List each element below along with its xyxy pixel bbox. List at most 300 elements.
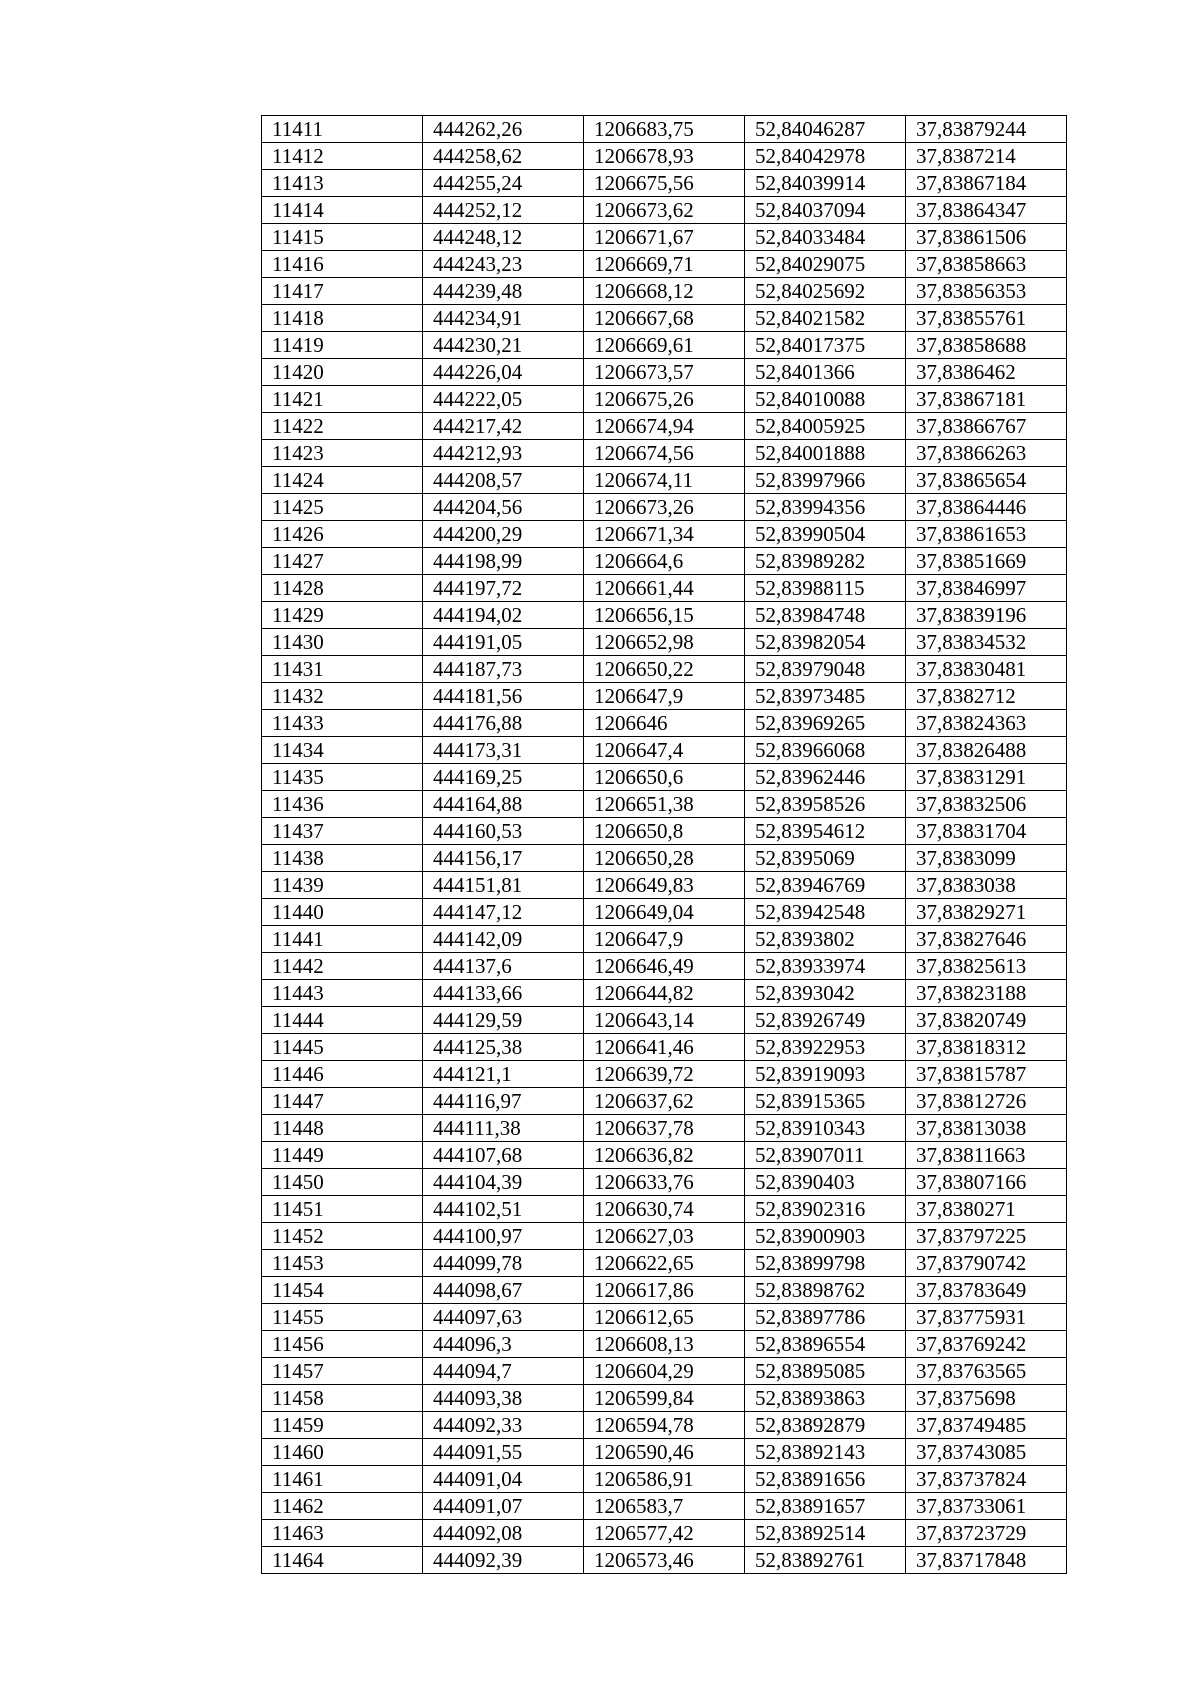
x-coordinate-cell: 444093,38 bbox=[423, 1385, 584, 1412]
point-number-cell: 11436 bbox=[262, 791, 423, 818]
x-coordinate-cell: 444255,24 bbox=[423, 170, 584, 197]
longitude-cell: 37,83831291 bbox=[906, 764, 1067, 791]
table-row bbox=[262, 548, 1067, 575]
point-number-cell: 11447 bbox=[262, 1088, 423, 1115]
table-row bbox=[262, 251, 1067, 278]
x-coordinate-cell: 444091,55 bbox=[423, 1439, 584, 1466]
x-coordinate-cell: 444102,51 bbox=[423, 1196, 584, 1223]
y-coordinate-cell: 1206669,71 bbox=[584, 251, 745, 278]
latitude-cell: 52,83902316 bbox=[745, 1196, 906, 1223]
latitude-cell: 52,83899798 bbox=[745, 1250, 906, 1277]
y-coordinate-cell: 1206652,98 bbox=[584, 629, 745, 656]
x-coordinate-cell: 444248,12 bbox=[423, 224, 584, 251]
latitude-cell: 52,83988115 bbox=[745, 575, 906, 602]
point-number-cell: 11441 bbox=[262, 926, 423, 953]
table-row bbox=[262, 791, 1067, 818]
x-coordinate-cell: 444104,39 bbox=[423, 1169, 584, 1196]
y-coordinate-cell: 1206683,75 bbox=[584, 116, 745, 143]
x-coordinate-cell: 444212,93 bbox=[423, 440, 584, 467]
x-coordinate-cell: 444133,66 bbox=[423, 980, 584, 1007]
point-number-cell: 11423 bbox=[262, 440, 423, 467]
table-row bbox=[262, 926, 1067, 953]
x-coordinate-cell: 444125,38 bbox=[423, 1034, 584, 1061]
point-number-cell: 11412 bbox=[262, 143, 423, 170]
y-coordinate-cell: 1206650,6 bbox=[584, 764, 745, 791]
x-coordinate-cell: 444160,53 bbox=[423, 818, 584, 845]
point-number-cell: 11434 bbox=[262, 737, 423, 764]
latitude-cell: 52,84010088 bbox=[745, 386, 906, 413]
point-number-cell: 11419 bbox=[262, 332, 423, 359]
latitude-cell: 52,83892514 bbox=[745, 1520, 906, 1547]
y-coordinate-cell: 1206675,56 bbox=[584, 170, 745, 197]
latitude-cell: 52,83895085 bbox=[745, 1358, 906, 1385]
y-coordinate-cell: 1206647,9 bbox=[584, 683, 745, 710]
point-number-cell: 11437 bbox=[262, 818, 423, 845]
longitude-cell: 37,83839196 bbox=[906, 602, 1067, 629]
latitude-cell: 52,83896554 bbox=[745, 1331, 906, 1358]
latitude-cell: 52,83979048 bbox=[745, 656, 906, 683]
x-coordinate-cell: 444137,6 bbox=[423, 953, 584, 980]
longitude-cell: 37,83749485 bbox=[906, 1412, 1067, 1439]
y-coordinate-cell: 1206637,62 bbox=[584, 1088, 745, 1115]
y-coordinate-cell: 1206649,04 bbox=[584, 899, 745, 926]
y-coordinate-cell: 1206622,65 bbox=[584, 1250, 745, 1277]
table-row bbox=[262, 197, 1067, 224]
y-coordinate-cell: 1206627,03 bbox=[584, 1223, 745, 1250]
longitude-cell: 37,83743085 bbox=[906, 1439, 1067, 1466]
table-row bbox=[262, 116, 1067, 143]
x-coordinate-cell: 444208,57 bbox=[423, 467, 584, 494]
y-coordinate-cell: 1206646 bbox=[584, 710, 745, 737]
table-row bbox=[262, 1223, 1067, 1250]
table-row bbox=[262, 737, 1067, 764]
y-coordinate-cell: 1206608,13 bbox=[584, 1331, 745, 1358]
x-coordinate-cell: 444151,81 bbox=[423, 872, 584, 899]
y-coordinate-cell: 1206647,4 bbox=[584, 737, 745, 764]
latitude-cell: 52,83962446 bbox=[745, 764, 906, 791]
table-row bbox=[262, 332, 1067, 359]
table-row bbox=[262, 1304, 1067, 1331]
table-row bbox=[262, 899, 1067, 926]
point-number-cell: 11424 bbox=[262, 467, 423, 494]
y-coordinate-cell: 1206650,22 bbox=[584, 656, 745, 683]
latitude-cell: 52,84021582 bbox=[745, 305, 906, 332]
longitude-cell: 37,83866263 bbox=[906, 440, 1067, 467]
latitude-cell: 52,83910343 bbox=[745, 1115, 906, 1142]
y-coordinate-cell: 1206649,83 bbox=[584, 872, 745, 899]
point-number-cell: 11430 bbox=[262, 629, 423, 656]
latitude-cell: 52,84033484 bbox=[745, 224, 906, 251]
point-number-cell: 11448 bbox=[262, 1115, 423, 1142]
longitude-cell: 37,83856353 bbox=[906, 278, 1067, 305]
latitude-cell: 52,84017375 bbox=[745, 332, 906, 359]
point-number-cell: 11444 bbox=[262, 1007, 423, 1034]
x-coordinate-cell: 444230,21 bbox=[423, 332, 584, 359]
longitude-cell: 37,8387214 bbox=[906, 143, 1067, 170]
point-number-cell: 11422 bbox=[262, 413, 423, 440]
x-coordinate-cell: 444097,63 bbox=[423, 1304, 584, 1331]
y-coordinate-cell: 1206667,68 bbox=[584, 305, 745, 332]
longitude-cell: 37,83763565 bbox=[906, 1358, 1067, 1385]
longitude-cell: 37,83851669 bbox=[906, 548, 1067, 575]
y-coordinate-cell: 1206594,78 bbox=[584, 1412, 745, 1439]
table-row bbox=[262, 845, 1067, 872]
point-number-cell: 11443 bbox=[262, 980, 423, 1007]
table-row bbox=[262, 1493, 1067, 1520]
latitude-cell: 52,83997966 bbox=[745, 467, 906, 494]
point-number-cell: 11463 bbox=[262, 1520, 423, 1547]
longitude-cell: 37,83807166 bbox=[906, 1169, 1067, 1196]
y-coordinate-cell: 1206650,8 bbox=[584, 818, 745, 845]
table-row bbox=[262, 629, 1067, 656]
longitude-cell: 37,83861506 bbox=[906, 224, 1067, 251]
table-row bbox=[262, 386, 1067, 413]
latitude-cell: 52,83984748 bbox=[745, 602, 906, 629]
latitude-cell: 52,84046287 bbox=[745, 116, 906, 143]
x-coordinate-cell: 444169,25 bbox=[423, 764, 584, 791]
y-coordinate-cell: 1206673,62 bbox=[584, 197, 745, 224]
y-coordinate-cell: 1206633,76 bbox=[584, 1169, 745, 1196]
x-coordinate-cell: 444092,39 bbox=[423, 1547, 584, 1574]
x-coordinate-cell: 444091,07 bbox=[423, 1493, 584, 1520]
y-coordinate-cell: 1206599,84 bbox=[584, 1385, 745, 1412]
latitude-cell: 52,8390403 bbox=[745, 1169, 906, 1196]
longitude-cell: 37,83823188 bbox=[906, 980, 1067, 1007]
table-row bbox=[262, 440, 1067, 467]
latitude-cell: 52,83994356 bbox=[745, 494, 906, 521]
point-number-cell: 11432 bbox=[262, 683, 423, 710]
x-coordinate-cell: 444121,1 bbox=[423, 1061, 584, 1088]
longitude-cell: 37,83811663 bbox=[906, 1142, 1067, 1169]
latitude-cell: 52,83946769 bbox=[745, 872, 906, 899]
point-number-cell: 11460 bbox=[262, 1439, 423, 1466]
coordinates-table-body bbox=[262, 116, 1067, 1574]
table-row bbox=[262, 1439, 1067, 1466]
point-number-cell: 11429 bbox=[262, 602, 423, 629]
y-coordinate-cell: 1206674,56 bbox=[584, 440, 745, 467]
table-row bbox=[262, 278, 1067, 305]
latitude-cell: 52,8395069 bbox=[745, 845, 906, 872]
longitude-cell: 37,83812726 bbox=[906, 1088, 1067, 1115]
point-number-cell: 11440 bbox=[262, 899, 423, 926]
latitude-cell: 52,83897786 bbox=[745, 1304, 906, 1331]
longitude-cell: 37,83846997 bbox=[906, 575, 1067, 602]
x-coordinate-cell: 444100,97 bbox=[423, 1223, 584, 1250]
point-number-cell: 11433 bbox=[262, 710, 423, 737]
x-coordinate-cell: 444222,05 bbox=[423, 386, 584, 413]
x-coordinate-cell: 444091,04 bbox=[423, 1466, 584, 1493]
x-coordinate-cell: 444098,67 bbox=[423, 1277, 584, 1304]
x-coordinate-cell: 444187,73 bbox=[423, 656, 584, 683]
longitude-cell: 37,83813038 bbox=[906, 1115, 1067, 1142]
latitude-cell: 52,83942548 bbox=[745, 899, 906, 926]
y-coordinate-cell: 1206573,46 bbox=[584, 1547, 745, 1574]
latitude-cell: 52,84042978 bbox=[745, 143, 906, 170]
point-number-cell: 11461 bbox=[262, 1466, 423, 1493]
longitude-cell: 37,83723729 bbox=[906, 1520, 1067, 1547]
point-number-cell: 11453 bbox=[262, 1250, 423, 1277]
longitude-cell: 37,83797225 bbox=[906, 1223, 1067, 1250]
x-coordinate-cell: 444217,42 bbox=[423, 413, 584, 440]
table-row bbox=[262, 1088, 1067, 1115]
y-coordinate-cell: 1206673,57 bbox=[584, 359, 745, 386]
x-coordinate-cell: 444194,02 bbox=[423, 602, 584, 629]
point-number-cell: 11426 bbox=[262, 521, 423, 548]
x-coordinate-cell: 444094,7 bbox=[423, 1358, 584, 1385]
latitude-cell: 52,83900903 bbox=[745, 1223, 906, 1250]
table-row bbox=[262, 1520, 1067, 1547]
latitude-cell: 52,83969265 bbox=[745, 710, 906, 737]
point-number-cell: 11459 bbox=[262, 1412, 423, 1439]
point-number-cell: 11418 bbox=[262, 305, 423, 332]
x-coordinate-cell: 444111,38 bbox=[423, 1115, 584, 1142]
latitude-cell: 52,83958526 bbox=[745, 791, 906, 818]
point-number-cell: 11442 bbox=[262, 953, 423, 980]
latitude-cell: 52,83982054 bbox=[745, 629, 906, 656]
longitude-cell: 37,83864446 bbox=[906, 494, 1067, 521]
point-number-cell: 11421 bbox=[262, 386, 423, 413]
longitude-cell: 37,83825613 bbox=[906, 953, 1067, 980]
x-coordinate-cell: 444226,04 bbox=[423, 359, 584, 386]
table-row bbox=[262, 1250, 1067, 1277]
longitude-cell: 37,83824363 bbox=[906, 710, 1067, 737]
y-coordinate-cell: 1206590,46 bbox=[584, 1439, 745, 1466]
point-number-cell: 11464 bbox=[262, 1547, 423, 1574]
y-coordinate-cell: 1206678,93 bbox=[584, 143, 745, 170]
y-coordinate-cell: 1206674,11 bbox=[584, 467, 745, 494]
x-coordinate-cell: 444204,56 bbox=[423, 494, 584, 521]
longitude-cell: 37,83861653 bbox=[906, 521, 1067, 548]
y-coordinate-cell: 1206650,28 bbox=[584, 845, 745, 872]
table-row bbox=[262, 224, 1067, 251]
longitude-cell: 37,83790742 bbox=[906, 1250, 1067, 1277]
latitude-cell: 52,84039914 bbox=[745, 170, 906, 197]
latitude-cell: 52,83966068 bbox=[745, 737, 906, 764]
table-row bbox=[262, 980, 1067, 1007]
longitude-cell: 37,83769242 bbox=[906, 1331, 1067, 1358]
y-coordinate-cell: 1206671,34 bbox=[584, 521, 745, 548]
x-coordinate-cell: 444262,26 bbox=[423, 116, 584, 143]
x-coordinate-cell: 444234,91 bbox=[423, 305, 584, 332]
y-coordinate-cell: 1206675,26 bbox=[584, 386, 745, 413]
longitude-cell: 37,8380271 bbox=[906, 1196, 1067, 1223]
latitude-cell: 52,83898762 bbox=[745, 1277, 906, 1304]
longitude-cell: 37,83866767 bbox=[906, 413, 1067, 440]
latitude-cell: 52,83891657 bbox=[745, 1493, 906, 1520]
latitude-cell: 52,83926749 bbox=[745, 1007, 906, 1034]
point-number-cell: 11425 bbox=[262, 494, 423, 521]
longitude-cell: 37,83815787 bbox=[906, 1061, 1067, 1088]
x-coordinate-cell: 444181,56 bbox=[423, 683, 584, 710]
x-coordinate-cell: 444092,08 bbox=[423, 1520, 584, 1547]
table-row bbox=[262, 818, 1067, 845]
longitude-cell: 37,83820749 bbox=[906, 1007, 1067, 1034]
y-coordinate-cell: 1206674,94 bbox=[584, 413, 745, 440]
y-coordinate-cell: 1206671,67 bbox=[584, 224, 745, 251]
table-row bbox=[262, 575, 1067, 602]
y-coordinate-cell: 1206639,72 bbox=[584, 1061, 745, 1088]
y-coordinate-cell: 1206586,91 bbox=[584, 1466, 745, 1493]
table-row bbox=[262, 143, 1067, 170]
x-coordinate-cell: 444198,99 bbox=[423, 548, 584, 575]
longitude-cell: 37,83832506 bbox=[906, 791, 1067, 818]
longitude-cell: 37,8383099 bbox=[906, 845, 1067, 872]
table-row bbox=[262, 1196, 1067, 1223]
longitude-cell: 37,83783649 bbox=[906, 1277, 1067, 1304]
x-coordinate-cell: 444142,09 bbox=[423, 926, 584, 953]
latitude-cell: 52,8401366 bbox=[745, 359, 906, 386]
table-row bbox=[262, 953, 1067, 980]
table-row bbox=[262, 656, 1067, 683]
latitude-cell: 52,83989282 bbox=[745, 548, 906, 575]
table-row bbox=[262, 1277, 1067, 1304]
x-coordinate-cell: 444092,33 bbox=[423, 1412, 584, 1439]
x-coordinate-cell: 444258,62 bbox=[423, 143, 584, 170]
longitude-cell: 37,83737824 bbox=[906, 1466, 1067, 1493]
point-number-cell: 11439 bbox=[262, 872, 423, 899]
table-row bbox=[262, 872, 1067, 899]
table-row bbox=[262, 1466, 1067, 1493]
x-coordinate-cell: 444107,68 bbox=[423, 1142, 584, 1169]
y-coordinate-cell: 1206617,86 bbox=[584, 1277, 745, 1304]
table-row bbox=[262, 1034, 1067, 1061]
longitude-cell: 37,83829271 bbox=[906, 899, 1067, 926]
longitude-cell: 37,8383038 bbox=[906, 872, 1067, 899]
y-coordinate-cell: 1206661,44 bbox=[584, 575, 745, 602]
point-number-cell: 11458 bbox=[262, 1385, 423, 1412]
point-number-cell: 11456 bbox=[262, 1331, 423, 1358]
x-coordinate-cell: 444176,88 bbox=[423, 710, 584, 737]
longitude-cell: 37,8382712 bbox=[906, 683, 1067, 710]
y-coordinate-cell: 1206583,7 bbox=[584, 1493, 745, 1520]
x-coordinate-cell: 444116,97 bbox=[423, 1088, 584, 1115]
point-number-cell: 11415 bbox=[262, 224, 423, 251]
x-coordinate-cell: 444156,17 bbox=[423, 845, 584, 872]
table-row bbox=[262, 1169, 1067, 1196]
latitude-cell: 52,84025692 bbox=[745, 278, 906, 305]
table-row bbox=[262, 1007, 1067, 1034]
point-number-cell: 11457 bbox=[262, 1358, 423, 1385]
y-coordinate-cell: 1206651,38 bbox=[584, 791, 745, 818]
point-number-cell: 11449 bbox=[262, 1142, 423, 1169]
y-coordinate-cell: 1206669,61 bbox=[584, 332, 745, 359]
y-coordinate-cell: 1206630,74 bbox=[584, 1196, 745, 1223]
x-coordinate-cell: 444200,29 bbox=[423, 521, 584, 548]
point-number-cell: 11455 bbox=[262, 1304, 423, 1331]
y-coordinate-cell: 1206577,42 bbox=[584, 1520, 745, 1547]
x-coordinate-cell: 444129,59 bbox=[423, 1007, 584, 1034]
table-row bbox=[262, 710, 1067, 737]
point-number-cell: 11445 bbox=[262, 1034, 423, 1061]
latitude-cell: 52,83973485 bbox=[745, 683, 906, 710]
y-coordinate-cell: 1206673,26 bbox=[584, 494, 745, 521]
table-row bbox=[262, 467, 1067, 494]
table-row bbox=[262, 1412, 1067, 1439]
longitude-cell: 37,83834532 bbox=[906, 629, 1067, 656]
point-number-cell: 11413 bbox=[262, 170, 423, 197]
y-coordinate-cell: 1206644,82 bbox=[584, 980, 745, 1007]
point-number-cell: 11462 bbox=[262, 1493, 423, 1520]
latitude-cell: 52,84001888 bbox=[745, 440, 906, 467]
table-row bbox=[262, 764, 1067, 791]
table-row bbox=[262, 1358, 1067, 1385]
y-coordinate-cell: 1206643,14 bbox=[584, 1007, 745, 1034]
y-coordinate-cell: 1206668,12 bbox=[584, 278, 745, 305]
latitude-cell: 52,83907011 bbox=[745, 1142, 906, 1169]
point-number-cell: 11427 bbox=[262, 548, 423, 575]
longitude-cell: 37,83831704 bbox=[906, 818, 1067, 845]
latitude-cell: 52,83892761 bbox=[745, 1547, 906, 1574]
latitude-cell: 52,83915365 bbox=[745, 1088, 906, 1115]
point-number-cell: 11435 bbox=[262, 764, 423, 791]
table-row bbox=[262, 305, 1067, 332]
x-coordinate-cell: 444164,88 bbox=[423, 791, 584, 818]
table-row bbox=[262, 1115, 1067, 1142]
y-coordinate-cell: 1206637,78 bbox=[584, 1115, 745, 1142]
point-number-cell: 11431 bbox=[262, 656, 423, 683]
point-number-cell: 11451 bbox=[262, 1196, 423, 1223]
y-coordinate-cell: 1206656,15 bbox=[584, 602, 745, 629]
point-number-cell: 11454 bbox=[262, 1277, 423, 1304]
table-row bbox=[262, 494, 1067, 521]
latitude-cell: 52,83933974 bbox=[745, 953, 906, 980]
point-number-cell: 11438 bbox=[262, 845, 423, 872]
longitude-cell: 37,83879244 bbox=[906, 116, 1067, 143]
table-row bbox=[262, 170, 1067, 197]
point-number-cell: 11417 bbox=[262, 278, 423, 305]
x-coordinate-cell: 444191,05 bbox=[423, 629, 584, 656]
longitude-cell: 37,83867184 bbox=[906, 170, 1067, 197]
latitude-cell: 52,83891656 bbox=[745, 1466, 906, 1493]
table-row bbox=[262, 683, 1067, 710]
coordinates-table bbox=[261, 115, 1067, 1574]
y-coordinate-cell: 1206612,65 bbox=[584, 1304, 745, 1331]
point-number-cell: 11428 bbox=[262, 575, 423, 602]
x-coordinate-cell: 444243,23 bbox=[423, 251, 584, 278]
latitude-cell: 52,84037094 bbox=[745, 197, 906, 224]
longitude-cell: 37,83855761 bbox=[906, 305, 1067, 332]
longitude-cell: 37,8386462 bbox=[906, 359, 1067, 386]
longitude-cell: 37,83858663 bbox=[906, 251, 1067, 278]
y-coordinate-cell: 1206641,46 bbox=[584, 1034, 745, 1061]
y-coordinate-cell: 1206636,82 bbox=[584, 1142, 745, 1169]
latitude-cell: 52,8393042 bbox=[745, 980, 906, 1007]
longitude-cell: 37,83864347 bbox=[906, 197, 1067, 224]
latitude-cell: 52,83919093 bbox=[745, 1061, 906, 1088]
point-number-cell: 11452 bbox=[262, 1223, 423, 1250]
point-number-cell: 11411 bbox=[262, 116, 423, 143]
table-row bbox=[262, 1547, 1067, 1574]
x-coordinate-cell: 444239,48 bbox=[423, 278, 584, 305]
point-number-cell: 11416 bbox=[262, 251, 423, 278]
latitude-cell: 52,83990504 bbox=[745, 521, 906, 548]
longitude-cell: 37,83867181 bbox=[906, 386, 1067, 413]
table-row bbox=[262, 1385, 1067, 1412]
latitude-cell: 52,8393802 bbox=[745, 926, 906, 953]
y-coordinate-cell: 1206664,6 bbox=[584, 548, 745, 575]
longitude-cell: 37,83830481 bbox=[906, 656, 1067, 683]
table-row bbox=[262, 521, 1067, 548]
latitude-cell: 52,83892879 bbox=[745, 1412, 906, 1439]
y-coordinate-cell: 1206647,9 bbox=[584, 926, 745, 953]
longitude-cell: 37,83717848 bbox=[906, 1547, 1067, 1574]
table-row bbox=[262, 1142, 1067, 1169]
latitude-cell: 52,83922953 bbox=[745, 1034, 906, 1061]
x-coordinate-cell: 444173,31 bbox=[423, 737, 584, 764]
x-coordinate-cell: 444099,78 bbox=[423, 1250, 584, 1277]
latitude-cell: 52,84005925 bbox=[745, 413, 906, 440]
longitude-cell: 37,83818312 bbox=[906, 1034, 1067, 1061]
